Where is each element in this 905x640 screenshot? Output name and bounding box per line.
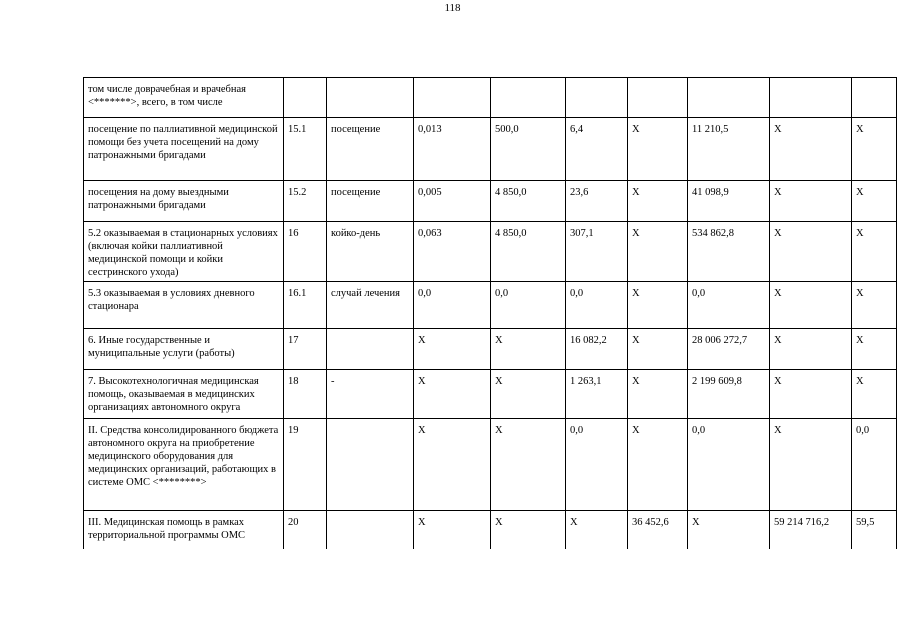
cell-percent: [852, 78, 897, 118]
cell-row-number: 18: [284, 370, 327, 419]
cell-unit: [327, 329, 414, 370]
cell-total-budget: 41 098,9: [688, 181, 770, 222]
cell-per-capita-budget: 307,1: [566, 222, 628, 282]
cell-unit: посещение: [327, 118, 414, 181]
cell-percent: X: [852, 181, 897, 222]
table-row: [84, 78, 897, 118]
cell-total-budget: 11 210,5: [688, 118, 770, 181]
cell-description: том числе доврачебная и врачебная <*******>, всего, в том числе: [84, 78, 284, 118]
cell-per-capita-budget: 6,4: [566, 118, 628, 181]
cell-cost-per-unit: 500,0: [491, 118, 566, 181]
table-body: [84, 78, 897, 549]
cell-total-oms: X: [770, 118, 852, 181]
cell-cost-per-unit: X: [491, 419, 566, 511]
cell-unit: случай лечения: [327, 282, 414, 329]
cell-total-oms: X: [770, 181, 852, 222]
cell-unit: [327, 78, 414, 118]
data-table: [83, 77, 897, 549]
cell-row-number: 15.1: [284, 118, 327, 181]
cell-row-number: 20: [284, 511, 327, 549]
table-row: [84, 118, 897, 181]
cell-percent: X: [852, 329, 897, 370]
cell-cost-per-unit: X: [491, 370, 566, 419]
cell-description: 5.3 оказываемая в условиях дневного стационара: [84, 282, 284, 329]
cell-total-budget: 0,0: [688, 282, 770, 329]
cell-total-budget: 534 862,8: [688, 222, 770, 282]
cell-volume: 0,013: [414, 118, 491, 181]
cell-per-capita-budget: 0,0: [566, 282, 628, 329]
cell-volume: X: [414, 370, 491, 419]
cell-volume: 0,005: [414, 181, 491, 222]
cell-row-number: 16: [284, 222, 327, 282]
cell-percent: X: [852, 222, 897, 282]
cell-cost-per-unit: X: [491, 329, 566, 370]
table-row: [84, 282, 897, 329]
cell-unit: койко-день: [327, 222, 414, 282]
cell-per-capita-oms: X: [628, 282, 688, 329]
cell-per-capita-budget: X: [566, 511, 628, 549]
cell-percent: 59,5: [852, 511, 897, 549]
cell-unit: [327, 419, 414, 511]
table-row: [84, 419, 897, 511]
cell-per-capita-budget: 16 082,2: [566, 329, 628, 370]
cell-row-number: 15.2: [284, 181, 327, 222]
cell-cost-per-unit: X: [491, 511, 566, 549]
table-row: [84, 329, 897, 370]
table-row: [84, 222, 897, 282]
cell-total-budget: 0,0: [688, 419, 770, 511]
cell-total-oms: X: [770, 370, 852, 419]
cell-row-number: 16.1: [284, 282, 327, 329]
cell-description: 7. Высокотехнологичная медицинская помощь, оказываемая в медицинских организациях автономного округа: [84, 370, 284, 419]
cell-per-capita-oms: X: [628, 419, 688, 511]
table-row: [84, 370, 897, 419]
cell-volume: [414, 78, 491, 118]
cell-description: II. Средства консолидированного бюджета автономного округа на приобретение медицинского оборудования для медицинских организаций, работающих в системе ОМС <********>: [84, 419, 284, 511]
cell-total-oms: X: [770, 282, 852, 329]
cell-description: посещения на дому выездными патронажными бригадами: [84, 181, 284, 222]
cell-description: 6. Иные государственные и муниципальные услуги (работы): [84, 329, 284, 370]
cell-per-capita-oms: X: [628, 329, 688, 370]
table-row: [84, 511, 897, 549]
cell-volume: X: [414, 329, 491, 370]
table-row: [84, 181, 897, 222]
cell-percent: X: [852, 282, 897, 329]
cell-per-capita-budget: 23,6: [566, 181, 628, 222]
cell-percent: X: [852, 370, 897, 419]
cell-cost-per-unit: 4 850,0: [491, 222, 566, 282]
cell-per-capita-oms: X: [628, 222, 688, 282]
cell-description: посещение по паллиативной медицинской помощи без учета посещений на дому патронажными бригадами: [84, 118, 284, 181]
cell-percent: 0,0: [852, 419, 897, 511]
cell-total-budget: 2 199 609,8: [688, 370, 770, 419]
cell-cost-per-unit: [491, 78, 566, 118]
cell-per-capita-budget: [566, 78, 628, 118]
cell-total-oms: X: [770, 222, 852, 282]
cell-per-capita-oms: X: [628, 181, 688, 222]
cell-total-budget: X: [688, 511, 770, 549]
cell-per-capita-oms: X: [628, 370, 688, 419]
cell-total-oms: X: [770, 419, 852, 511]
cell-total-oms: 59 214 716,2: [770, 511, 852, 549]
cell-per-capita-oms: [628, 78, 688, 118]
cell-total-oms: [770, 78, 852, 118]
cell-per-capita-budget: 1 263,1: [566, 370, 628, 419]
cell-row-number: 17: [284, 329, 327, 370]
cell-description: 5.2 оказываемая в стационарных условиях (включая койки паллиативной медицинской помощи и койки сестринского ухода): [84, 222, 284, 282]
cell-total-budget: [688, 78, 770, 118]
page-number: 118: [444, 2, 461, 14]
cell-description: III. Медицинская помощь в рамках территориальной программы ОМС: [84, 511, 284, 549]
cell-per-capita-oms: 36 452,6: [628, 511, 688, 549]
cell-total-budget: 28 006 272,7: [688, 329, 770, 370]
cell-unit: -: [327, 370, 414, 419]
cell-unit: [327, 511, 414, 549]
cell-row-number: [284, 78, 327, 118]
cell-volume: X: [414, 511, 491, 549]
cell-cost-per-unit: 4 850,0: [491, 181, 566, 222]
cell-per-capita-budget: 0,0: [566, 419, 628, 511]
cell-percent: X: [852, 118, 897, 181]
cell-cost-per-unit: 0,0: [491, 282, 566, 329]
cell-unit: посещение: [327, 181, 414, 222]
cell-row-number: 19: [284, 419, 327, 511]
cell-total-oms: X: [770, 329, 852, 370]
cell-volume: 0,063: [414, 222, 491, 282]
cell-volume: X: [414, 419, 491, 511]
cell-per-capita-oms: X: [628, 118, 688, 181]
cell-volume: 0,0: [414, 282, 491, 329]
